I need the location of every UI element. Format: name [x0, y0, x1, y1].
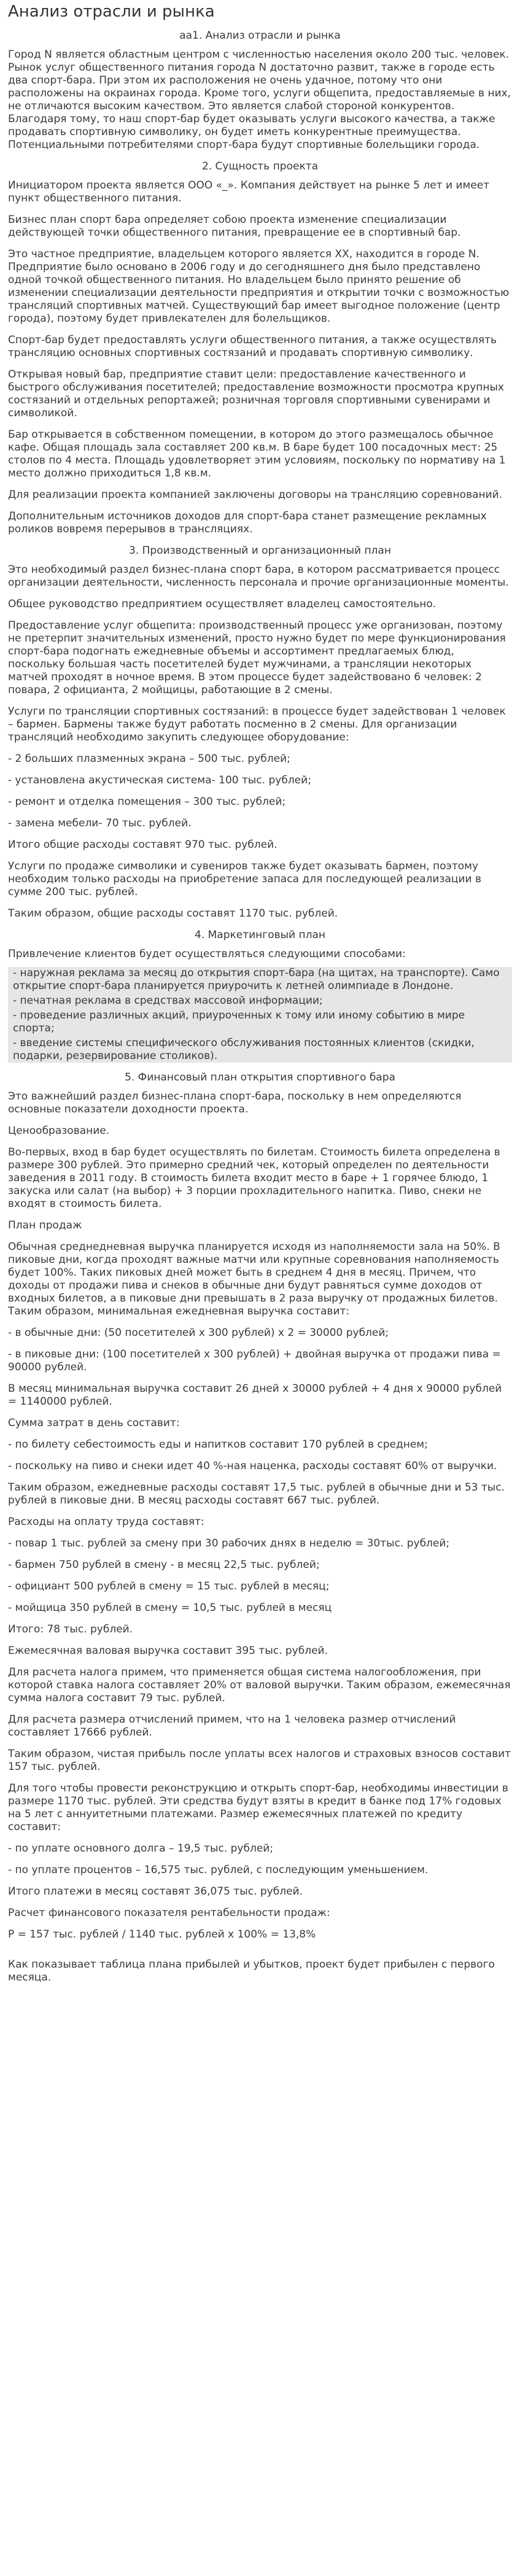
paragraph: Во-первых, вход в бар будет осуществлять по билетам. Стоимость билета определена в размере 300 рублей. Это примерно средний чек, который определен по деятельности заведения в 2011 году. В стоимость билета входит место в баре + 1 горячее блюдо, 1 закуска или салат (на выбор) + 3 порции прохладительного напитка. Пиво, снеки не входят в стоимость билета.	[8, 1146, 500, 1210]
section-heading-production-plan: 3. Производственный и организационный план	[129, 545, 391, 557]
paragraph: Ежемесячная валовая выручка составит 395 тыс. рублей.	[8, 1645, 328, 1657]
paragraph: План продаж	[8, 1219, 82, 1232]
page-title: Анализ отрасли и рынка	[8, 2, 215, 21]
paragraph: Спорт-бар будет предоставлять услуги общественного питания, а также осуществлять трансляцию основных спортивных состязаний и продавать спортивную символику.	[8, 334, 497, 359]
paragraph: Таким образом, чистая прибыль после уплаты всех налогов и страховых взносов составит 157 тыс. рублей.	[8, 1748, 511, 1773]
list-item: - замена мебели- 70 тыс. рублей.	[8, 817, 192, 829]
paragraph: Услуги по трансляции спортивных состязаний: в процессе будет задействован 1 человек – бармен. Бармены также будут работать посменно в 2 смены. Для организации трансляций необходимо закупить следующее оборудование:	[8, 705, 506, 743]
list-item: - поскольку на пиво и снеки идет 40 %-ная наценка, расходы составят 60% от выручки.	[8, 1460, 497, 1472]
section-heading-financial-plan: 5. Финансовый план открытия спортивного бара	[125, 1071, 395, 1084]
paragraph: Как показывает таблица плана прибылей и убытков, проект будет прибылен с первого месяца.	[8, 1958, 495, 1984]
list-item: - бармен 750 рублей в смену - в месяц 22,5 тыс. рублей;	[8, 1559, 320, 1571]
paragraph: Таким образом, ежедневные расходы составят 17,5 тыс. рублей в обычные дни и 53 тыс. рублей в пиковые дни. В месяц расходы составят 667 тыс. рублей.	[8, 1481, 505, 1507]
paragraph: Дополнительным источников доходов для спорт-бара станет размещение рекламных роликов вовремя перерывов в трансляциях.	[8, 510, 487, 535]
list-item: - наружная реклама за месяц до открытия спорт-бара (на щитах, на транспорте). Само открытие спорт-бара планируется приурочить к летней олимпиаде в Лондоне.	[13, 967, 500, 992]
list-item: - по уплате процентов – 16,575 тыс. рублей, с последующим уменьшением.	[8, 1864, 429, 1876]
paragraph: Сумма затрат в день составит:	[8, 1417, 180, 1429]
paragraph: Итого платежи в месяц составят 36,075 тыс. рублей.	[8, 1885, 303, 1898]
paragraph: В месяц минимальная выручка составит 26 дней х 30000 рублей + 4 дня х 90000 рублей = 1140000 рублей.	[8, 1383, 502, 1408]
paragraph: Бар открывается в собственном помещении, в котором до этого размещалось обычное кафе. Общая площадь зала составляет 200 кв.м. В баре будет 100 посадочных мест: 25 столов по 4 места. Площадь удовлетворяет этим условиям, поскольку по нормативу на 1 место должно приходиться 1,8 кв.м.	[8, 429, 506, 479]
paragraph: Это важнейший раздел бизнес-плана спорт-бара, поскольку в нем определяются основные показатели доходности проекта.	[8, 1090, 462, 1115]
paragraph: Обычная среднедневная выручка планируется исходя из наполняемости зала на 50%. В пиковые дни, когда проходят важные матчи или крупные соревнования наполняемость будет 100%. Таких пиковых дней может быть в среднем 4 дня в месяц. Причем, что доходы от продажи пива и снеков в обычные дни будут равняться сумме доходов от входных билетов, а в пиковые дни превышать в 2 раза выручку от продажных билетов. Таким образом, минимальная ежедневная выручка составит:	[8, 1241, 500, 1317]
paragraph: Общее руководство предприятием осуществляет владелец самостоятельно.	[8, 598, 437, 610]
list-item: - по уплате основного долга – 19,5 тыс. рублей;	[8, 1842, 274, 1855]
paragraph: Для расчета размера отчислений примем, что на 1 человека размер отчислений составляет 17666 рублей.	[8, 1713, 456, 1739]
paragraph: Итого общие расходы составят 970 тыс. рублей.	[8, 839, 277, 851]
paragraph: Для расчета налога примем, что применяется общая система налогообложения, при которой ставка налога составляет 20% от валовой выручки. Таким образом, ежемесячная сумма налога составит 79 тыс. рублей.	[8, 1666, 511, 1704]
list-item: - официант 500 рублей в смену = 15 тыс. рублей в месяц;	[8, 1580, 330, 1593]
list-item: - повар 1 тыс. рублей за смену при 30 рабочих днях в неделю = 30тыс. рублей;	[8, 1537, 450, 1550]
list-item: - проведение различных акций, приуроченных к тому или иному событию в мире спорта;	[13, 1009, 465, 1034]
paragraph: Инициатором проекта является ООО «_». Компания действует на рынке 5 лет и имеет пункт общественного питания.	[8, 179, 490, 204]
paragraph: Для того чтобы провести реконструкцию и открыть спорт-бар, необходимы инвестиции в размере 1170 тыс. рублей. Эти средства будут взяты в кредит в банке под 17% годовых на 5 лет с аннуитетными платежами. Размер ежемесячных платежей по кредиту составит:	[8, 1782, 508, 1833]
marketing-methods-list	[8, 967, 512, 1063]
list-item: - мойщица 350 рублей в смену = 10,5 тыс. рублей в месяц	[8, 1602, 332, 1614]
paragraph: Предоставление услуг общепита: производственный процесс уже организован, поэтому не претерпит значительных изменений, просто нужно будет по мере функционирования спорт-бара подогнать ежедневные объемы и ассортимент предлагаемых блюд, поскольку большая часть посетителей будет мужчинами, а трансляции некоторых матчей проходят в ночное время. В этом процессе будет задействовано 6 человек: 2 повара, 2 официанта, 2 мойщицы, работающие в 2 смены.	[8, 619, 506, 696]
paragraph: Привлечение клиентов будет осуществляться следующими способами:	[8, 948, 406, 960]
section-heading-industry-analysis: аа1. Анализ отрасли и рынка	[179, 29, 341, 42]
list-item: - введение системы специфического обслуживания постоянных клиентов (скидки, подарки, резервирование столиков).	[13, 1037, 475, 1062]
formula: P = 157 тыс. рублей / 1140 тыс. рублей х 100% = 13,8%	[8, 1928, 316, 1941]
paragraph: Ценообразование.	[8, 1125, 110, 1137]
paragraph: Расходы на оплату труда составят:	[8, 1516, 204, 1528]
list-item: - ремонт и отделка помещения – 300 тыс. рублей;	[8, 796, 286, 808]
list-item: - 2 больших плазменных экрана – 500 тыс. рублей;	[8, 753, 290, 765]
paragraph: Город N является областным центром с численностью населения около 200 тыс. человек. Рынок услуг общественного питания города N достаточно развит, также в городе есть два спорт-бара. При этом их расположения не очень удачное, потому что они расположены на окраинах города. Кроме того, услуги общепита, предоставляемые в них, не отличаются высоким качеством. Это является слабой стороной конкурентов. Благодаря тому, то наш спорт-бар будет оказывать услуги высокого качества, а также продавать спортивную символику, он будет иметь конкурентные преимущества. Потенциальными потребителями спорт-бара будут спортивные болельщики города.	[8, 48, 511, 151]
section-heading-marketing-plan: 4. Маркетинговый план	[194, 929, 326, 941]
paragraph: Открывая новый бар, предприятие ставит цели: предоставление качественного и быстрого обслуживания посетителей; предоставление возможности просмотра крупных состязаний и отдельных репортажей; розничная торговля спортивными сувенирами и символикой.	[8, 368, 504, 419]
paragraph: Это частное предприятие, владельцем которого является ХХ, находится в городе N. Предприятие было основано в 2006 году и до сегодняшнего дня было представлено одной точкой общественного питания. Но владельцем было принято решение об изменении специализации деятельности предприятия и открытии точки с возможностью трансляций спортивных матчей. Существующий бар имеет выгодное положение (центр города), поэтому будет привлекателен для болельщиков.	[8, 248, 510, 325]
list-item: - в обычные дни: (50 посетителей х 300 рублей) х 2 = 30000 рублей;	[8, 1327, 389, 1339]
paragraph: Итого: 78 тыс. рублей.	[8, 1623, 133, 1635]
list-item: - в пиковые дни: (100 посетителей х 300 рублей) + двойная выручка от продажи пива = 90000 рублей.	[8, 1348, 501, 1373]
section-heading-project-essence: 2. Сущность проекта	[201, 160, 319, 173]
list-item: - установлена акустическая система- 100 тыс. рублей;	[8, 774, 311, 786]
paragraph: Это необходимый раздел бизнес-плана спорт бара, в котором рассматривается процесс организации деятельности, численность персонала и прочие организационные моменты.	[8, 564, 509, 589]
list-item: - печатная реклама в средствах массовой информации;	[13, 995, 323, 1007]
list-item: - по билету себестоимость еды и напитков составит 170 рублей в среднем;	[8, 1438, 428, 1451]
paragraph: Таким образом, общие расходы составят 1170 тыс. рублей.	[8, 907, 338, 920]
paragraph: Услуги по продаже символики и сувениров также будет оказывать бармен, поэтому необходим только расходы на приобретение запаса для последующей реализации в сумме 200 тыс. рублей.	[8, 860, 481, 898]
paragraph: Бизнес план спорт бара определяет собою проекта изменение специализации действующей точки общественного питания, превращение ее в спортивный бар.	[8, 214, 461, 239]
paragraph: Для реализации проекта компанией заключены договоры на трансляцию соревнований.	[8, 489, 503, 501]
paragraph: Расчет финансового показателя рентабельности продаж:	[8, 1907, 330, 1919]
